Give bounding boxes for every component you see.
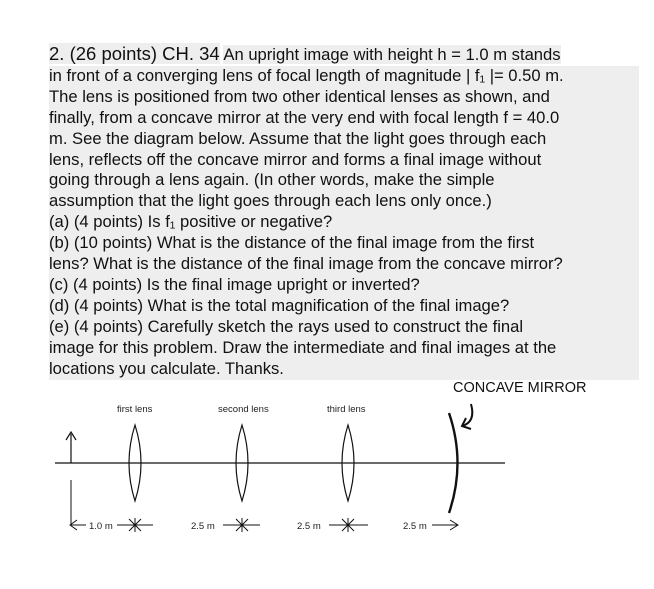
question-a: (a) (4 points) Is f₁ positive or negative? <box>49 212 639 233</box>
object-arrow <box>66 432 76 463</box>
lens-position-stars <box>127 518 356 532</box>
distance-1: 1.0 m <box>89 521 113 532</box>
lens-label-second: second lens <box>218 404 269 415</box>
problem-line: The lens is positioned from two other identical lenses as shown, and <box>49 87 639 108</box>
question-e-cont: locations you calculate. Thanks. <box>49 359 639 380</box>
question-b: (b) (10 points) What is the distance of the final image from the first <box>49 233 639 254</box>
problem-text <box>49 44 639 380</box>
problem-line: m. See the diagram below. Assume that the light goes through each <box>49 129 639 150</box>
lens-label-third: third lens <box>327 404 366 415</box>
question-b-cont: lens? What is the distance of the final image from the concave mirror? <box>49 254 639 275</box>
problem-line-1 <box>49 44 639 66</box>
distance-3: 2.5 m <box>297 521 321 532</box>
question-e: (e) (4 points) Carefully sketch the rays used to construct the final <box>49 317 639 338</box>
mirror-pointer-arrow <box>462 404 472 429</box>
question-c: (c) (4 points) Is the final image upright or inverted? <box>49 275 639 296</box>
distance-4: 2.5 m <box>403 521 427 532</box>
problem-line: going through a lens again. (In other words, make the simple <box>49 170 639 191</box>
problem-line: assumption that the light goes through each lens only once.) <box>49 191 639 212</box>
problem-line: in front of a converging lens of focal length of magnitude | f₁ |= 0.50 m. <box>49 66 639 87</box>
lens-label-first: first lens <box>117 404 153 415</box>
problem-line: finally, from a concave mirror at the very end with focal length f = 40.0 <box>49 108 639 129</box>
problem-intro: An upright image with height h = 1.0 m stands <box>223 45 561 64</box>
distance-2: 2.5 m <box>191 521 215 532</box>
question-e-cont: image for this problem. Draw the intermediate and final images at the <box>49 338 639 359</box>
problem-heading: 2. (26 points) CH. 34 <box>49 43 220 64</box>
optics-diagram <box>0 370 654 589</box>
mirror-label: CONCAVE MIRROR <box>453 380 587 396</box>
question-d: (d) (4 points) What is the total magnification of the final image? <box>49 296 639 317</box>
distance-markers <box>70 480 458 530</box>
problem-line: lens, reflects off the concave mirror and forms a final image without <box>49 150 639 171</box>
